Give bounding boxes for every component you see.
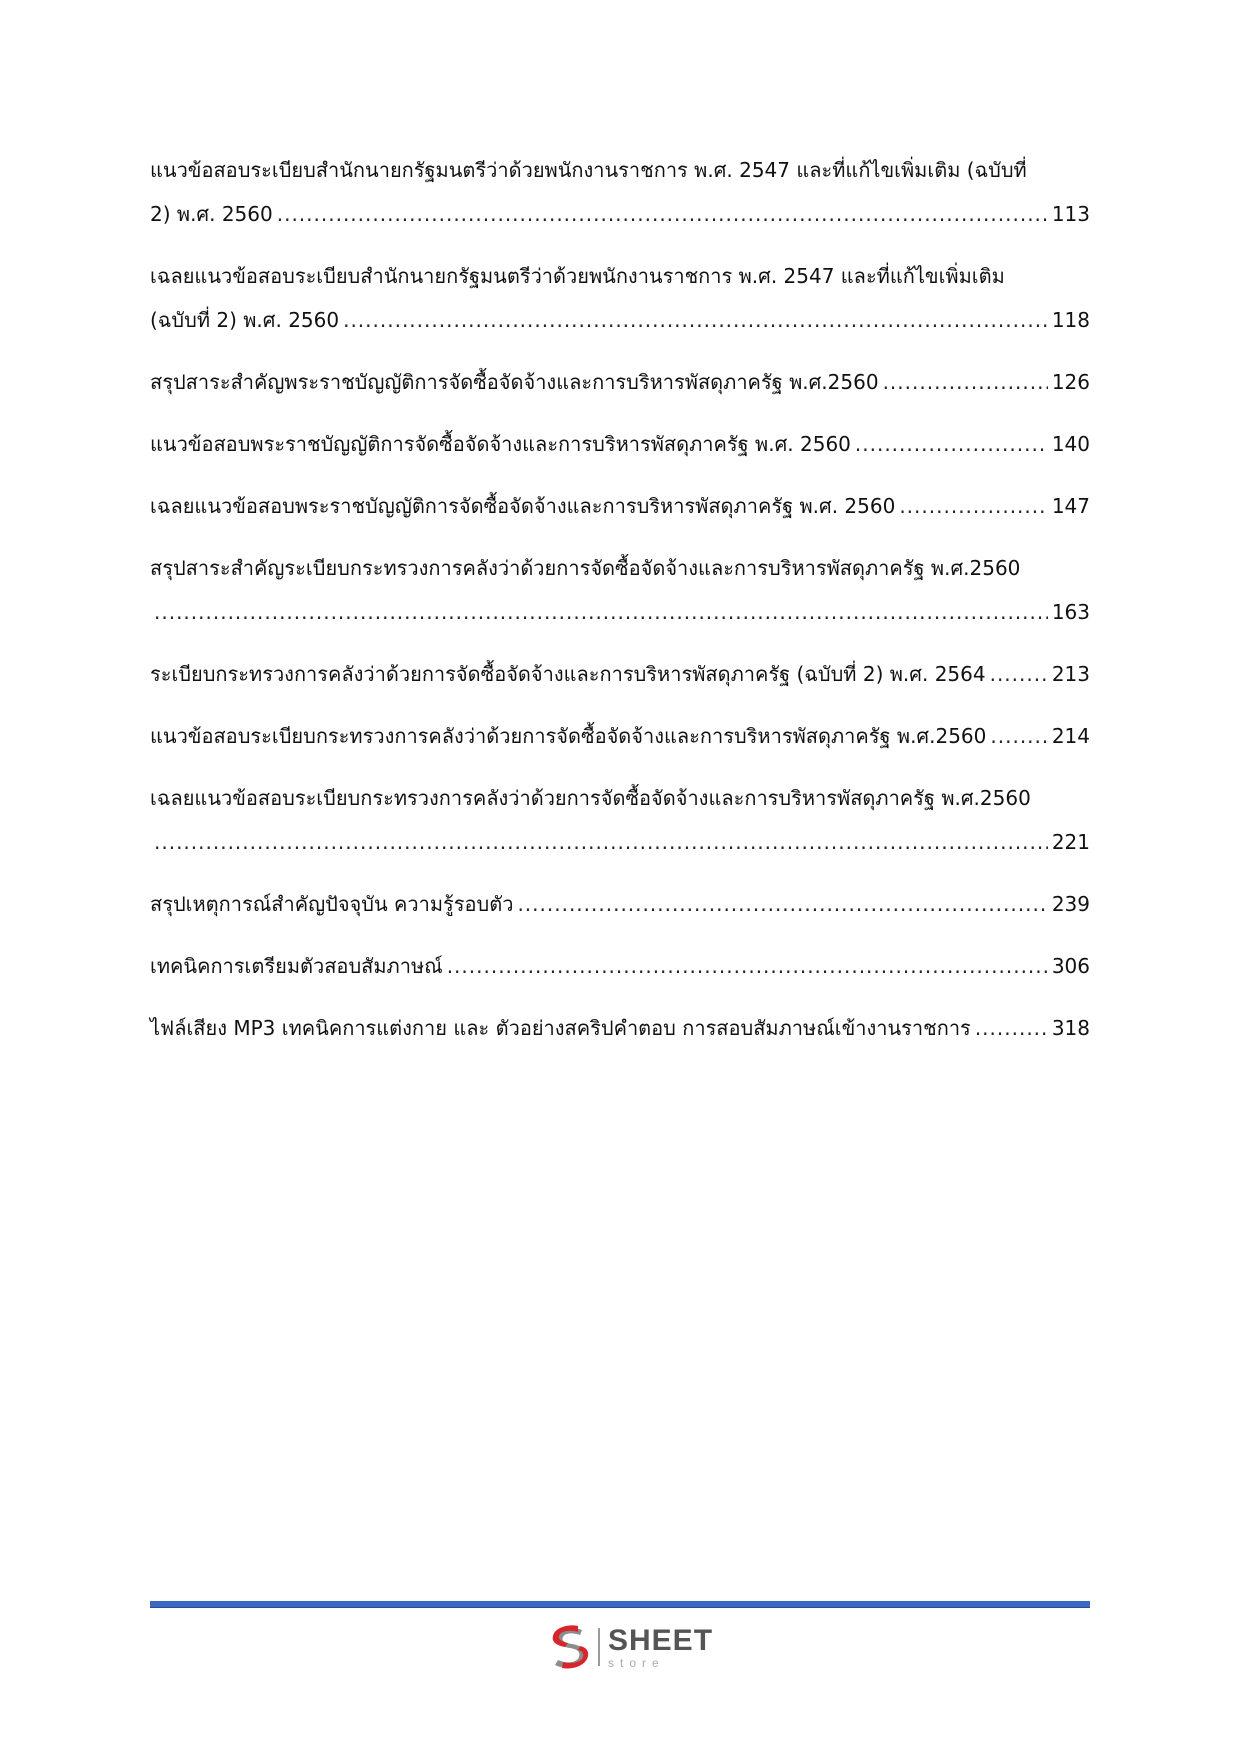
toc-entry[interactable]: [150, 422, 1090, 466]
toc-entry[interactable]: [150, 714, 1090, 758]
toc-entry-page: 214: [1051, 724, 1090, 748]
toc-leader-dots: [447, 944, 1048, 988]
toc-leader-dots: [855, 422, 1048, 466]
logo-separator: [598, 1628, 600, 1666]
toc-leader-dots: [154, 590, 1048, 634]
toc-leader-dots: [975, 1006, 1048, 1050]
toc-entry-page: 221: [1051, 830, 1090, 854]
toc-entry[interactable]: [150, 882, 1090, 926]
toc-entry[interactable]: [150, 1006, 1090, 1050]
toc-entry-title: 2) พ.ศ. 2560: [150, 202, 273, 226]
toc-entry-page: 239: [1051, 892, 1090, 916]
toc-entry-page: 113: [1051, 202, 1090, 226]
toc-entry-title: สรุปสาระสำคัญพระราชบัญญัติการจัดซื้อจัดจ้างและการบริหารพัสดุภาครัฐ พ.ศ.2560: [150, 370, 879, 394]
logo-subtitle: store: [608, 1655, 665, 1670]
toc-entry-title: แนวข้อสอบพระราชบัญญัติการจัดซื้อจัดจ้างและการบริหารพัสดุภาครัฐ พ.ศ. 2560: [150, 432, 851, 456]
toc-entry-page: 147: [1051, 494, 1090, 518]
toc-entry[interactable]: [150, 776, 1090, 864]
table-of-contents: [150, 148, 1090, 1068]
toc-leader-dots: [154, 820, 1048, 864]
toc-entry[interactable]: [150, 148, 1090, 236]
toc-entry[interactable]: [150, 944, 1090, 988]
toc-leader-dots: [899, 484, 1047, 528]
toc-entry-page: 306: [1051, 954, 1090, 978]
toc-leader-dots: [883, 360, 1048, 404]
toc-leader-dots: [343, 298, 1048, 342]
toc-entry-title-line1: เฉลยแนวข้อสอบระเบียบกระทรวงการคลังว่าด้วยการจัดซื้อจัดจ้างและการบริหารพัสดุภาครัฐ พ.ศ.2560: [150, 786, 1031, 810]
toc-entry[interactable]: [150, 546, 1090, 634]
toc-leader-dots: [990, 652, 1048, 696]
toc-entry-page: 140: [1051, 432, 1090, 456]
toc-entry-page: 118: [1051, 308, 1090, 332]
toc-entry-title: สรุปเหตุการณ์สำคัญปัจจุบัน ความรู้รอบตัว: [150, 892, 514, 916]
toc-entry-title: ไฟล์เสียง MP3 เทคนิคการแต่งกาย และ ตัวอย่างสคริปคำตอบ การสอบสัมภาษณ์เข้างานราชการ: [150, 1016, 971, 1040]
toc-entry-page: 126: [1051, 370, 1090, 394]
toc-entry[interactable]: [150, 360, 1090, 404]
toc-entry-title: (ฉบับที่ 2) พ.ศ. 2560: [150, 308, 340, 332]
toc-entry[interactable]: [150, 652, 1090, 696]
toc-entry-title: เทคนิคการเตรียมตัวสอบสัมภาษณ์: [150, 954, 443, 978]
toc-entry-title-line1: เฉลยแนวข้อสอบระเบียบสำนักนายกรัฐมนตรีว่าด้วยพนักงานราชการ พ.ศ. 2547 และที่แก้ไขเพิ่มเติม: [150, 264, 1005, 288]
toc-entry-title-line1: แนวข้อสอบระเบียบสำนักนายกรัฐมนตรีว่าด้วยพนักงานราชการ พ.ศ. 2547 และที่แก้ไขเพิ่มเติม (ฉบับที่: [150, 158, 1027, 182]
toc-entry[interactable]: [150, 484, 1090, 528]
toc-entry-page: 213: [1051, 662, 1090, 686]
toc-leader-dots: [990, 714, 1047, 758]
logo-word: SHEET: [608, 1623, 714, 1657]
toc-entry-title-line1: สรุปสาระสำคัญระเบียบกระทรวงการคลังว่าด้วยการจัดซื้อจัดจ้างและการบริหารพัสดุภาครัฐ พ.ศ.2560: [150, 556, 1021, 580]
toc-leader-dots: [517, 882, 1047, 926]
toc-entry[interactable]: [150, 254, 1090, 342]
toc-leader-dots: [277, 192, 1048, 236]
toc-entry-page: 318: [1051, 1016, 1090, 1040]
toc-entry-page: 163: [1051, 600, 1090, 624]
toc-entry-title: เฉลยแนวข้อสอบพระราชบัญญัติการจัดซื้อจัดจ้างและการบริหารพัสดุภาครัฐ พ.ศ. 2560: [150, 494, 896, 518]
sheet-s-logo-icon: [548, 1624, 592, 1670]
toc-entry-title: ระเบียบกระทรวงการคลังว่าด้วยการจัดซื้อจัดจ้างและการบริหารพัสดุภาครัฐ (ฉบับที่ 2) พ.ศ. 2564: [150, 662, 986, 686]
sheet-store-logo: [548, 1624, 713, 1670]
toc-entry-title: แนวข้อสอบระเบียบกระทรวงการคลังว่าด้วยการจัดซื้อจัดจ้างและการบริหารพัสดุภาครัฐ พ.ศ.2560: [150, 724, 987, 748]
footer-divider: [150, 1601, 1090, 1608]
